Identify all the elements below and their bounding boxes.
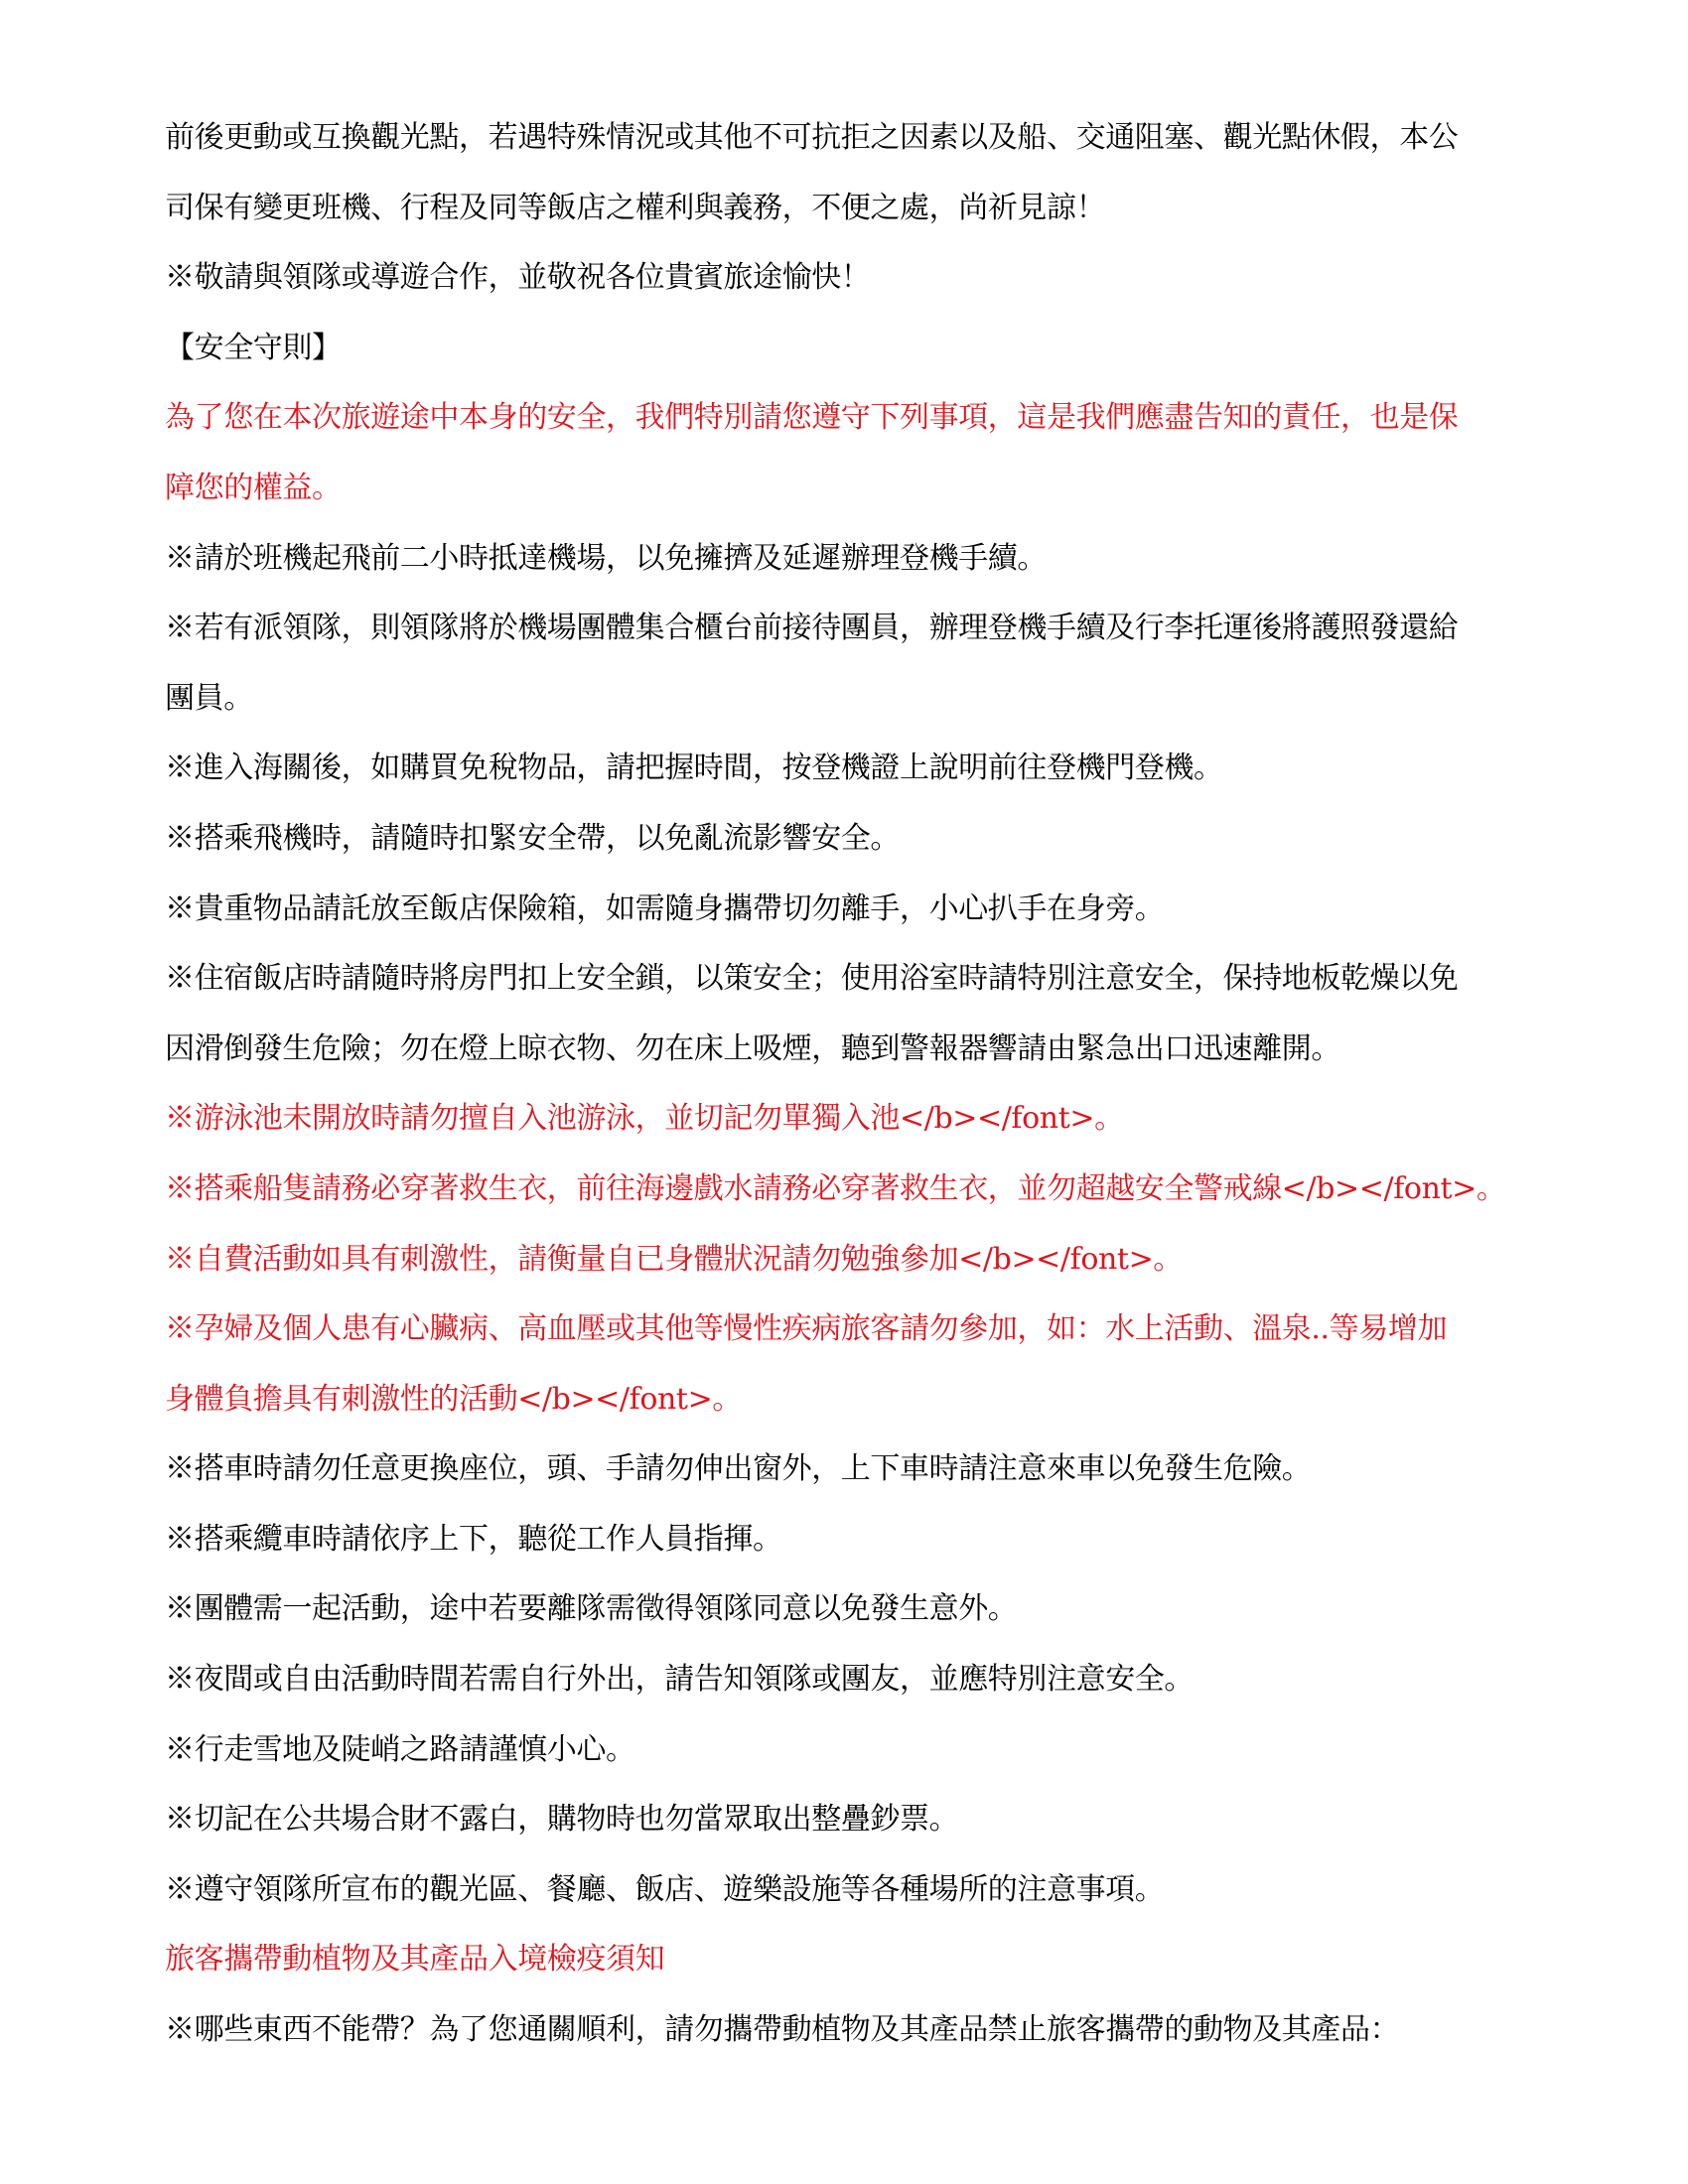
highlighted-text-line: ※游泳池未開放時請勿擅自入池游泳，並切記勿單獨入池</b></font>。 xyxy=(165,1101,1124,1137)
text-line: 前後更動或互換觀光點，若遇特殊情況或其他不可抗拒之因素以及船、交通阻塞、觀光點休假，本公 xyxy=(165,120,1459,155)
text-line: ※團體需一起活動，途中若要離隊需徵得領隊同意以免發生意外。 xyxy=(165,1591,1018,1627)
text-line: ※行走雪地及陡峭之路請謹慎小心。 xyxy=(165,1731,635,1767)
document-body xyxy=(165,103,1525,2066)
text-line: 因滑倒發生危險；勿在燈上晾衣物、勿在床上吸煙，聽到警報器響請由緊急出口迅速離開。 xyxy=(165,1030,1340,1066)
text-line: ※哪些東西不能帶？為了您通關順利，請勿攜帶動植物及其產品禁止旅客攜帶的動物及其產品： xyxy=(165,2012,1400,2048)
highlighted-text-line: ※搭乘船隻請務必穿著救生衣，前往海邊戲水請務必穿著救生衣，並勿超越安全警戒線</b></font>。 xyxy=(165,1170,1506,1206)
text-line: ※切記在公共場合財不露白，購物時也勿當眾取出整疊鈔票。 xyxy=(165,1802,959,1838)
text-line: ※敬請與領隊或導遊合作，並敬祝各位貴賓旅途愉快！ xyxy=(165,260,871,296)
highlighted-text-line: ※自費活動如具有刺激性，請衡量自已身體狀況請勿勉強參加</b></font>。 xyxy=(165,1241,1183,1277)
highlighted-text-line: 旅客攜帶動植物及其產品入境檢疫須知 xyxy=(165,1942,665,1978)
text-line: ※住宿飯店時請隨時將房門扣上安全鎖，以策安全；使用浴室時請特別注意安全，保持地板乾燥以免 xyxy=(165,961,1459,997)
highlighted-text-line: 障您的權益。 xyxy=(165,470,342,505)
text-line: ※若有派領隊，則領隊將於機場團體集合櫃台前接待團員，辦理登機手續及行李托運後將護照發還給 xyxy=(165,611,1459,646)
text-line: ※搭乘纜車時請依序上下，聽從工作人員指揮。 xyxy=(165,1521,782,1557)
text-line: ※進入海關後，如購買免稅物品，請把握時間，按登機證上說明前往登機門登機。 xyxy=(165,751,1223,786)
text-line: ※搭乘飛機時，請隨時扣緊安全帶，以免亂流影響安全。 xyxy=(165,820,900,856)
highlighted-text-line: 為了您在本次旅遊途中本身的安全，我們特別請您遵守下列事項，這是我們應盡告知的責任，也是保 xyxy=(165,400,1459,436)
text-line: ※遵守領隊所宣布的觀光區、餐廳、飯店、遊樂設施等各種場所的注意事項。 xyxy=(165,1871,1165,1907)
highlighted-text-line: 身體負擔具有刺激性的活動</b></font>。 xyxy=(165,1381,742,1417)
text-line: 司保有變更班機、行程及同等飯店之權利與義務，不便之處，尚祈見諒！ xyxy=(165,190,1106,225)
text-line: 【安全守則】 xyxy=(165,330,342,365)
text-line: ※搭車時請勿任意更換座位，頭、手請勿伸出窗外，上下車時請注意來車以免發生危險。 xyxy=(165,1451,1312,1487)
text-line: ※夜間或自由活動時間若需自行外出，請告知領隊或團友，並應特別注意安全。 xyxy=(165,1662,1194,1698)
highlighted-text-line: ※孕婦及個人患有心臟病、高血壓或其他等慢性疾病旅客請勿參加，如：水上活動、溫泉..等易增加 xyxy=(165,1311,1448,1347)
text-line: 團員。 xyxy=(165,680,253,716)
text-line: ※請於班機起飛前二小時抵達機場，以免擁擠及延遲辦理登機手續。 xyxy=(165,540,1047,576)
text-line: ※貴重物品請託放至飯店保險箱，如需隨身攜帶切勿離手，小心扒手在身旁。 xyxy=(165,890,1165,926)
